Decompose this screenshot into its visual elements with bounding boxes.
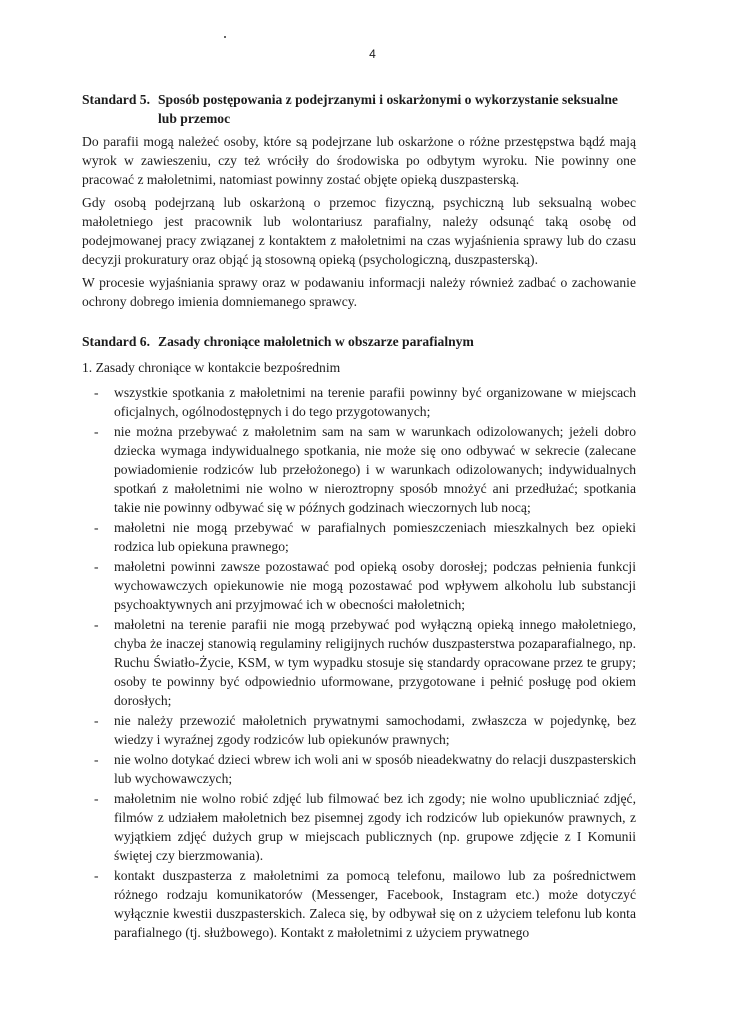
bullet-dash: - [94, 385, 99, 400]
list-item-text: wszystkie spotkania z małoletnimi na terenie parafii powinny być organizowane w miejscach oficjalnych, ogólnodostępnych i do tego przygotowanych; [114, 385, 636, 419]
list-item-text: nie należy przewozić małoletnich prywatnymi samochodami, zwłaszcza w pojedynkę, bez wiedzy i wyraźnej zgody rodziców lub opiekunów prawnych; [114, 713, 636, 747]
bullet-dash: - [94, 752, 99, 767]
list-item-text: nie wolno dotykać dzieci wbrew ich woli ani w sposób nieadekwatny do relacji duszpasterskich lub wychowawczych; [114, 752, 636, 786]
list-item [82, 422, 636, 517]
bullet-dash: - [94, 520, 99, 535]
document-body [82, 90, 636, 943]
list-item-text: nie można przebywać z małoletnim sam na sam w warunkach odizolowanych; jeżeli dobro dziecka wymaga indywidualnego spotkania, nie może się ono odbywać w sekrecie (zalecane powiadomienie rodziców lub przełożonego) i w warunkach odizolowanych; indywidualnych spotkań z małoletnimi nie wolno w nieroztropny sposób mnożyć ani przedłużać; spotkania takie nie powinny odbywać się w późnych godzinach wieczornych lub nocą; [114, 424, 636, 515]
list-item-text: kontakt duszpasterza z małoletnimi za pomocą telefonu, mailowo lub za pośrednictwem różnego rodzaju komunikatorów (Messenger, Facebook, Instagram etc.) może dotyczyć wyłącznie kwestii duszpasterskich. Zaleca się, by odbywał się on z użyciem telefonu lub konta parafialnego (tj. służbowego). Kontakt z małoletnimi z użyciem prywatnego [114, 868, 636, 940]
list-item [82, 615, 636, 710]
list-item [82, 557, 636, 614]
bullet-dash: - [94, 559, 99, 574]
list-item-text: małoletni powinni zawsze pozostawać pod opieką osoby dorosłej; podczas pełnienia funkcji wychowawczych opiekunowie nie mogą pozostawać pod wpływem alkoholu lub substancji psychoaktywnych ani przyjmować ich w obecności małoletnich; [114, 559, 636, 612]
list-item [82, 789, 636, 865]
standard5-paragraph-3: W procesie wyjaśniania sprawy oraz w podawaniu informacji należy również zadbać o zachowanie ochrony dobrego imienia domniemanego sprawcy. [82, 275, 636, 309]
list-item-text: małoletni na terenie parafii nie mogą przebywać pod wyłączną opieką innego małoletniego, chyba że inaczej stanowią regulaminy religijnych ruchów duszpasterstwa pozaparafialnego, np. Ruchu Światło-Życie, KSM, w tym wypadku stosuje się standardy opracowane przez te grupy; osoby te powinny być odpowiednio uformowane, przygotowane i pełnić posługę pod okiem dorosłych; [114, 617, 636, 708]
bullet-dash: - [94, 791, 99, 806]
rules-list [82, 383, 636, 942]
bullet-dash: - [94, 868, 99, 883]
standard6-heading [82, 332, 636, 351]
page-number: 4 [369, 47, 376, 61]
standard6-title: Zasady chroniące małoletnich w obszarze parafialnym [158, 334, 474, 349]
list-item [82, 383, 636, 421]
standard6-label: Standard 6. [82, 334, 150, 349]
standard5-heading [82, 90, 636, 128]
standard5-paragraph-1: Do parafii mogą należeć osoby, które są podejrzane lub oskarżone o różne przestępstwa bądź mają wyrok w zawieszeniu, czy też wróciły do środowiska po odbytym wyroku. Nie powinny one pracować z małoletnimi, natomiast powinny zostać objęte opieką duszpasterską. [82, 134, 636, 187]
list-item [82, 518, 636, 556]
list-item [82, 711, 636, 749]
list-item [82, 866, 636, 942]
bullet-dash: - [94, 617, 99, 632]
list-item-text: małoletnim nie wolno robić zdjęć lub filmować bez ich zgody; nie wolno upubliczniać zdjęć, filmów z udziałem małoletnich bez pisemnej zgody ich rodziców lub opiekunów prawnych, z wyjątkiem zdjęć dużych grup w miejscach publicznych (np. grupowe zdjęcie z I Komunii świętej czy bierzmowania). [114, 791, 636, 863]
bullet-dash: - [94, 424, 99, 439]
list-item [82, 750, 636, 788]
standard6-section [82, 332, 636, 942]
standard5-paragraph-2: Gdy osobą podejrzaną lub oskarżoną o przemoc fizyczną, psychiczną lub seksualną wobec małoletniego jest pracownik lub wolontariusz parafialny, należy odsunąć taką osobę od podejmowanej pracy związanej z kontaktem z małoletnimi na czas wyjaśnienia sprawy lub do czasu decyzji prokuratury oraz objąć ją stosowną opieką (psychologiczną, duszpasterską). [82, 195, 636, 267]
standard6-subheading: 1. Zasady chroniące w kontakcie bezpośrednim [82, 360, 341, 375]
bullet-dash: - [94, 713, 99, 728]
standard5-label: Standard 5. [82, 92, 150, 107]
list-item-text: małoletni nie mogą przebywać w parafialnych pomieszczeniach mieszkalnych bez opieki rodzica lub opiekuna prawnego; [114, 520, 636, 554]
scan-speck [224, 36, 226, 38]
standard5-title: Sposób postępowania z podejrzanymi i oskarżonymi o wykorzystanie seksualne lub przemoc [158, 92, 618, 126]
